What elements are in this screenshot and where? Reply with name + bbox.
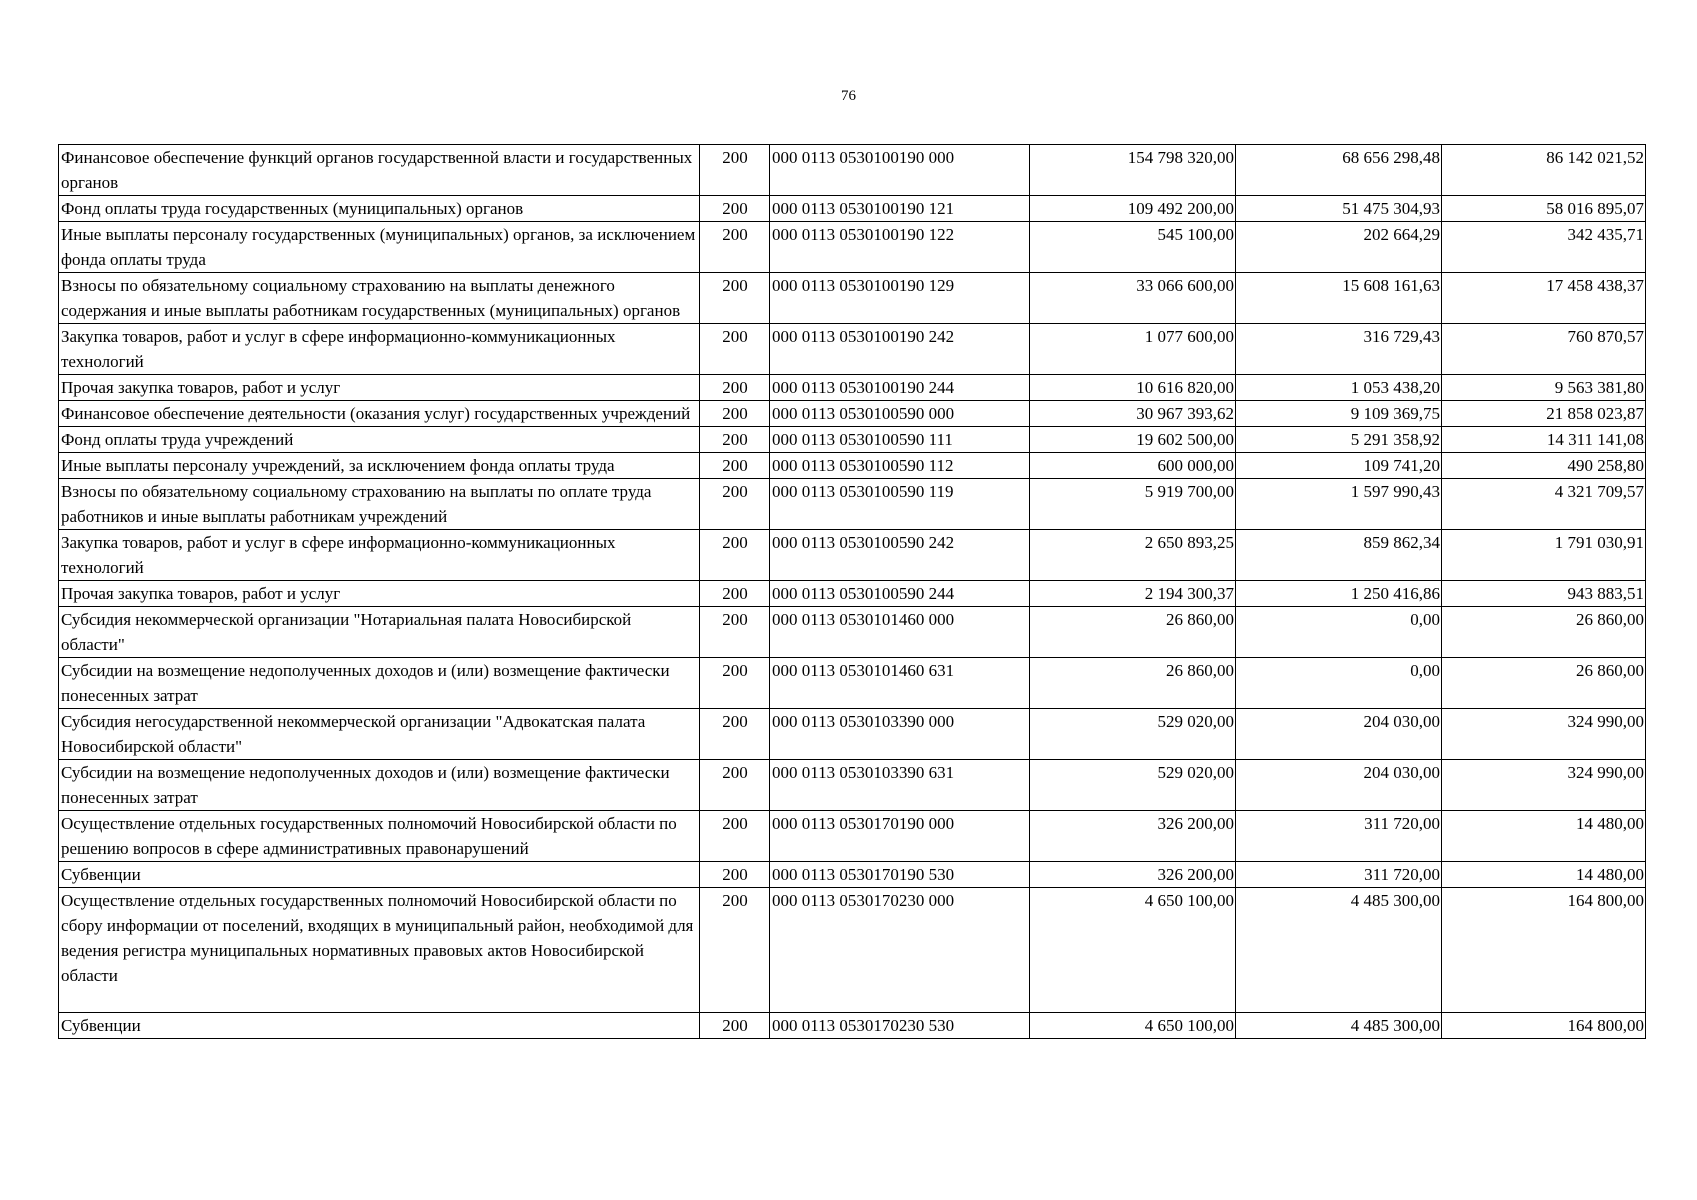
row-line-code: 200 bbox=[700, 479, 770, 530]
row-name: Субсидия негосударственной некоммерческой организации "Адвокатская палата Новосибирской области" bbox=[59, 709, 700, 760]
row-plan: 5 919 700,00 bbox=[1030, 479, 1236, 530]
row-remaining: 17 458 438,37 bbox=[1442, 273, 1646, 324]
row-plan: 2 650 893,25 bbox=[1030, 530, 1236, 581]
row-plan: 326 200,00 bbox=[1030, 862, 1236, 888]
row-remaining: 86 142 021,52 bbox=[1442, 145, 1646, 196]
row-executed: 204 030,00 bbox=[1236, 760, 1442, 811]
row-name: Осуществление отдельных государственных полномочий Новосибирской области по сбору информации от поселений, входящих в муниципальный район, необходимой для ведения регистра муниципальных нормативных правовых актов Новосибирской области bbox=[59, 888, 700, 1013]
row-budget-code: 000 0113 0530100190 122 bbox=[770, 222, 1030, 273]
row-name: Прочая закупка товаров, работ и услуг bbox=[59, 375, 700, 401]
row-executed: 0,00 bbox=[1236, 658, 1442, 709]
row-executed: 51 475 304,93 bbox=[1236, 196, 1442, 222]
row-name: Иные выплаты персоналу учреждений, за исключением фонда оплаты труда bbox=[59, 453, 700, 479]
row-line-code: 200 bbox=[700, 862, 770, 888]
row-plan: 33 066 600,00 bbox=[1030, 273, 1236, 324]
row-remaining: 14 480,00 bbox=[1442, 811, 1646, 862]
row-budget-code: 000 0113 0530101460 631 bbox=[770, 658, 1030, 709]
row-name: Взносы по обязательному социальному страхованию на выплаты по оплате труда работников и иные выплаты работникам учреждений bbox=[59, 479, 700, 530]
row-name: Иные выплаты персоналу государственных (муниципальных) органов, за исключением фонда оплаты труда bbox=[59, 222, 700, 273]
row-plan: 26 860,00 bbox=[1030, 607, 1236, 658]
table-body bbox=[59, 145, 1646, 1039]
row-budget-code: 000 0113 0530103390 000 bbox=[770, 709, 1030, 760]
row-name: Прочая закупка товаров, работ и услуг bbox=[59, 581, 700, 607]
row-budget-code: 000 0113 0530103390 631 bbox=[770, 760, 1030, 811]
row-executed: 311 720,00 bbox=[1236, 862, 1442, 888]
row-remaining: 21 858 023,87 bbox=[1442, 401, 1646, 427]
row-executed: 1 597 990,43 bbox=[1236, 479, 1442, 530]
row-plan: 109 492 200,00 bbox=[1030, 196, 1236, 222]
table-row bbox=[59, 607, 1646, 658]
row-plan: 529 020,00 bbox=[1030, 709, 1236, 760]
row-budget-code: 000 0113 0530100590 112 bbox=[770, 453, 1030, 479]
table-row bbox=[59, 811, 1646, 862]
row-remaining: 9 563 381,80 bbox=[1442, 375, 1646, 401]
table-row bbox=[59, 709, 1646, 760]
row-line-code: 200 bbox=[700, 375, 770, 401]
row-budget-code: 000 0113 0530170190 000 bbox=[770, 811, 1030, 862]
row-name: Осуществление отдельных государственных полномочий Новосибирской области по решению вопросов в сфере административных правонарушений bbox=[59, 811, 700, 862]
row-remaining: 342 435,71 bbox=[1442, 222, 1646, 273]
table-row bbox=[59, 375, 1646, 401]
page-number: 76 bbox=[841, 88, 856, 104]
row-remaining: 324 990,00 bbox=[1442, 760, 1646, 811]
row-executed: 1 250 416,86 bbox=[1236, 581, 1442, 607]
row-plan: 326 200,00 bbox=[1030, 811, 1236, 862]
table-row bbox=[59, 581, 1646, 607]
row-name: Фонд оплаты труда учреждений bbox=[59, 427, 700, 453]
row-budget-code: 000 0113 0530170230 530 bbox=[770, 1013, 1030, 1039]
table-row bbox=[59, 273, 1646, 324]
row-name: Финансовое обеспечение функций органов государственной власти и государственных органов bbox=[59, 145, 700, 196]
row-line-code: 200 bbox=[700, 196, 770, 222]
table-row bbox=[59, 427, 1646, 453]
row-plan: 19 602 500,00 bbox=[1030, 427, 1236, 453]
row-budget-code: 000 0113 0530100590 242 bbox=[770, 530, 1030, 581]
row-plan: 1 077 600,00 bbox=[1030, 324, 1236, 375]
table-row bbox=[59, 1013, 1646, 1039]
row-remaining: 490 258,80 bbox=[1442, 453, 1646, 479]
table-row bbox=[59, 479, 1646, 530]
row-executed: 5 291 358,92 bbox=[1236, 427, 1442, 453]
table-row bbox=[59, 530, 1646, 581]
row-budget-code: 000 0113 0530100590 244 bbox=[770, 581, 1030, 607]
row-name: Субсидии на возмещение недополученных доходов и (или) возмещение фактически понесенных затрат bbox=[59, 658, 700, 709]
row-plan: 529 020,00 bbox=[1030, 760, 1236, 811]
table-row bbox=[59, 888, 1646, 1013]
row-executed: 316 729,43 bbox=[1236, 324, 1442, 375]
row-remaining: 943 883,51 bbox=[1442, 581, 1646, 607]
row-line-code: 200 bbox=[700, 222, 770, 273]
row-executed: 1 053 438,20 bbox=[1236, 375, 1442, 401]
row-remaining: 760 870,57 bbox=[1442, 324, 1646, 375]
row-executed: 204 030,00 bbox=[1236, 709, 1442, 760]
row-line-code: 200 bbox=[700, 145, 770, 196]
row-executed: 4 485 300,00 bbox=[1236, 888, 1442, 1013]
row-line-code: 200 bbox=[700, 453, 770, 479]
row-line-code: 200 bbox=[700, 811, 770, 862]
table-row bbox=[59, 862, 1646, 888]
row-remaining: 164 800,00 bbox=[1442, 1013, 1646, 1039]
row-remaining: 26 860,00 bbox=[1442, 658, 1646, 709]
row-executed: 68 656 298,48 bbox=[1236, 145, 1442, 196]
row-executed: 311 720,00 bbox=[1236, 811, 1442, 862]
table-row bbox=[59, 401, 1646, 427]
row-line-code: 200 bbox=[700, 1013, 770, 1039]
row-plan: 4 650 100,00 bbox=[1030, 888, 1236, 1013]
table-row bbox=[59, 196, 1646, 222]
row-name: Субвенции bbox=[59, 1013, 700, 1039]
row-budget-code: 000 0113 0530100190 244 bbox=[770, 375, 1030, 401]
row-remaining: 164 800,00 bbox=[1442, 888, 1646, 1013]
row-name: Финансовое обеспечение деятельности (оказания услуг) государственных учреждений bbox=[59, 401, 700, 427]
row-executed: 9 109 369,75 bbox=[1236, 401, 1442, 427]
row-plan: 154 798 320,00 bbox=[1030, 145, 1236, 196]
row-line-code: 200 bbox=[700, 607, 770, 658]
table-row bbox=[59, 658, 1646, 709]
table-row bbox=[59, 222, 1646, 273]
row-executed: 4 485 300,00 bbox=[1236, 1013, 1442, 1039]
row-budget-code: 000 0113 0530100590 111 bbox=[770, 427, 1030, 453]
row-name: Закупка товаров, работ и услуг в сфере информационно-коммуникационных технологий bbox=[59, 324, 700, 375]
row-budget-code: 000 0113 0530170230 000 bbox=[770, 888, 1030, 1013]
row-remaining: 58 016 895,07 bbox=[1442, 196, 1646, 222]
row-remaining: 14 480,00 bbox=[1442, 862, 1646, 888]
row-plan: 2 194 300,37 bbox=[1030, 581, 1236, 607]
row-budget-code: 000 0113 0530170190 530 bbox=[770, 862, 1030, 888]
row-line-code: 200 bbox=[700, 530, 770, 581]
row-line-code: 200 bbox=[700, 273, 770, 324]
row-budget-code: 000 0113 0530100190 129 bbox=[770, 273, 1030, 324]
row-line-code: 200 bbox=[700, 709, 770, 760]
row-line-code: 200 bbox=[700, 888, 770, 1013]
table-row bbox=[59, 453, 1646, 479]
row-executed: 15 608 161,63 bbox=[1236, 273, 1442, 324]
row-line-code: 200 bbox=[700, 760, 770, 811]
table-row bbox=[59, 324, 1646, 375]
row-remaining: 1 791 030,91 bbox=[1442, 530, 1646, 581]
row-executed: 0,00 bbox=[1236, 607, 1442, 658]
row-plan: 10 616 820,00 bbox=[1030, 375, 1236, 401]
row-executed: 109 741,20 bbox=[1236, 453, 1442, 479]
row-plan: 30 967 393,62 bbox=[1030, 401, 1236, 427]
row-budget-code: 000 0113 0530100590 119 bbox=[770, 479, 1030, 530]
row-budget-code: 000 0113 0530101460 000 bbox=[770, 607, 1030, 658]
row-remaining: 324 990,00 bbox=[1442, 709, 1646, 760]
row-line-code: 200 bbox=[700, 581, 770, 607]
row-budget-code: 000 0113 0530100190 000 bbox=[770, 145, 1030, 196]
row-plan: 4 650 100,00 bbox=[1030, 1013, 1236, 1039]
row-name: Закупка товаров, работ и услуг в сфере информационно-коммуникационных технологий bbox=[59, 530, 700, 581]
row-name: Взносы по обязательному социальному страхованию на выплаты денежного содержания и иные выплаты работникам государственных (муниципальных) органов bbox=[59, 273, 700, 324]
row-executed: 859 862,34 bbox=[1236, 530, 1442, 581]
row-name: Субсидия некоммерческой организации "Нотариальная палата Новосибирской области" bbox=[59, 607, 700, 658]
row-line-code: 200 bbox=[700, 658, 770, 709]
row-remaining: 14 311 141,08 bbox=[1442, 427, 1646, 453]
table-row bbox=[59, 760, 1646, 811]
row-line-code: 200 bbox=[700, 401, 770, 427]
row-plan: 600 000,00 bbox=[1030, 453, 1236, 479]
row-budget-code: 000 0113 0530100190 121 bbox=[770, 196, 1030, 222]
table-row bbox=[59, 145, 1646, 196]
row-name: Субсидии на возмещение недополученных доходов и (или) возмещение фактически понесенных затрат bbox=[59, 760, 700, 811]
row-budget-code: 000 0113 0530100590 000 bbox=[770, 401, 1030, 427]
row-remaining: 4 321 709,57 bbox=[1442, 479, 1646, 530]
row-remaining: 26 860,00 bbox=[1442, 607, 1646, 658]
row-line-code: 200 bbox=[700, 427, 770, 453]
row-plan: 545 100,00 bbox=[1030, 222, 1236, 273]
row-budget-code: 000 0113 0530100190 242 bbox=[770, 324, 1030, 375]
row-name: Субвенции bbox=[59, 862, 700, 888]
row-line-code: 200 bbox=[700, 324, 770, 375]
row-name: Фонд оплаты труда государственных (муниципальных) органов bbox=[59, 196, 700, 222]
budget-execution-table bbox=[58, 144, 1646, 1039]
row-plan: 26 860,00 bbox=[1030, 658, 1236, 709]
row-executed: 202 664,29 bbox=[1236, 222, 1442, 273]
